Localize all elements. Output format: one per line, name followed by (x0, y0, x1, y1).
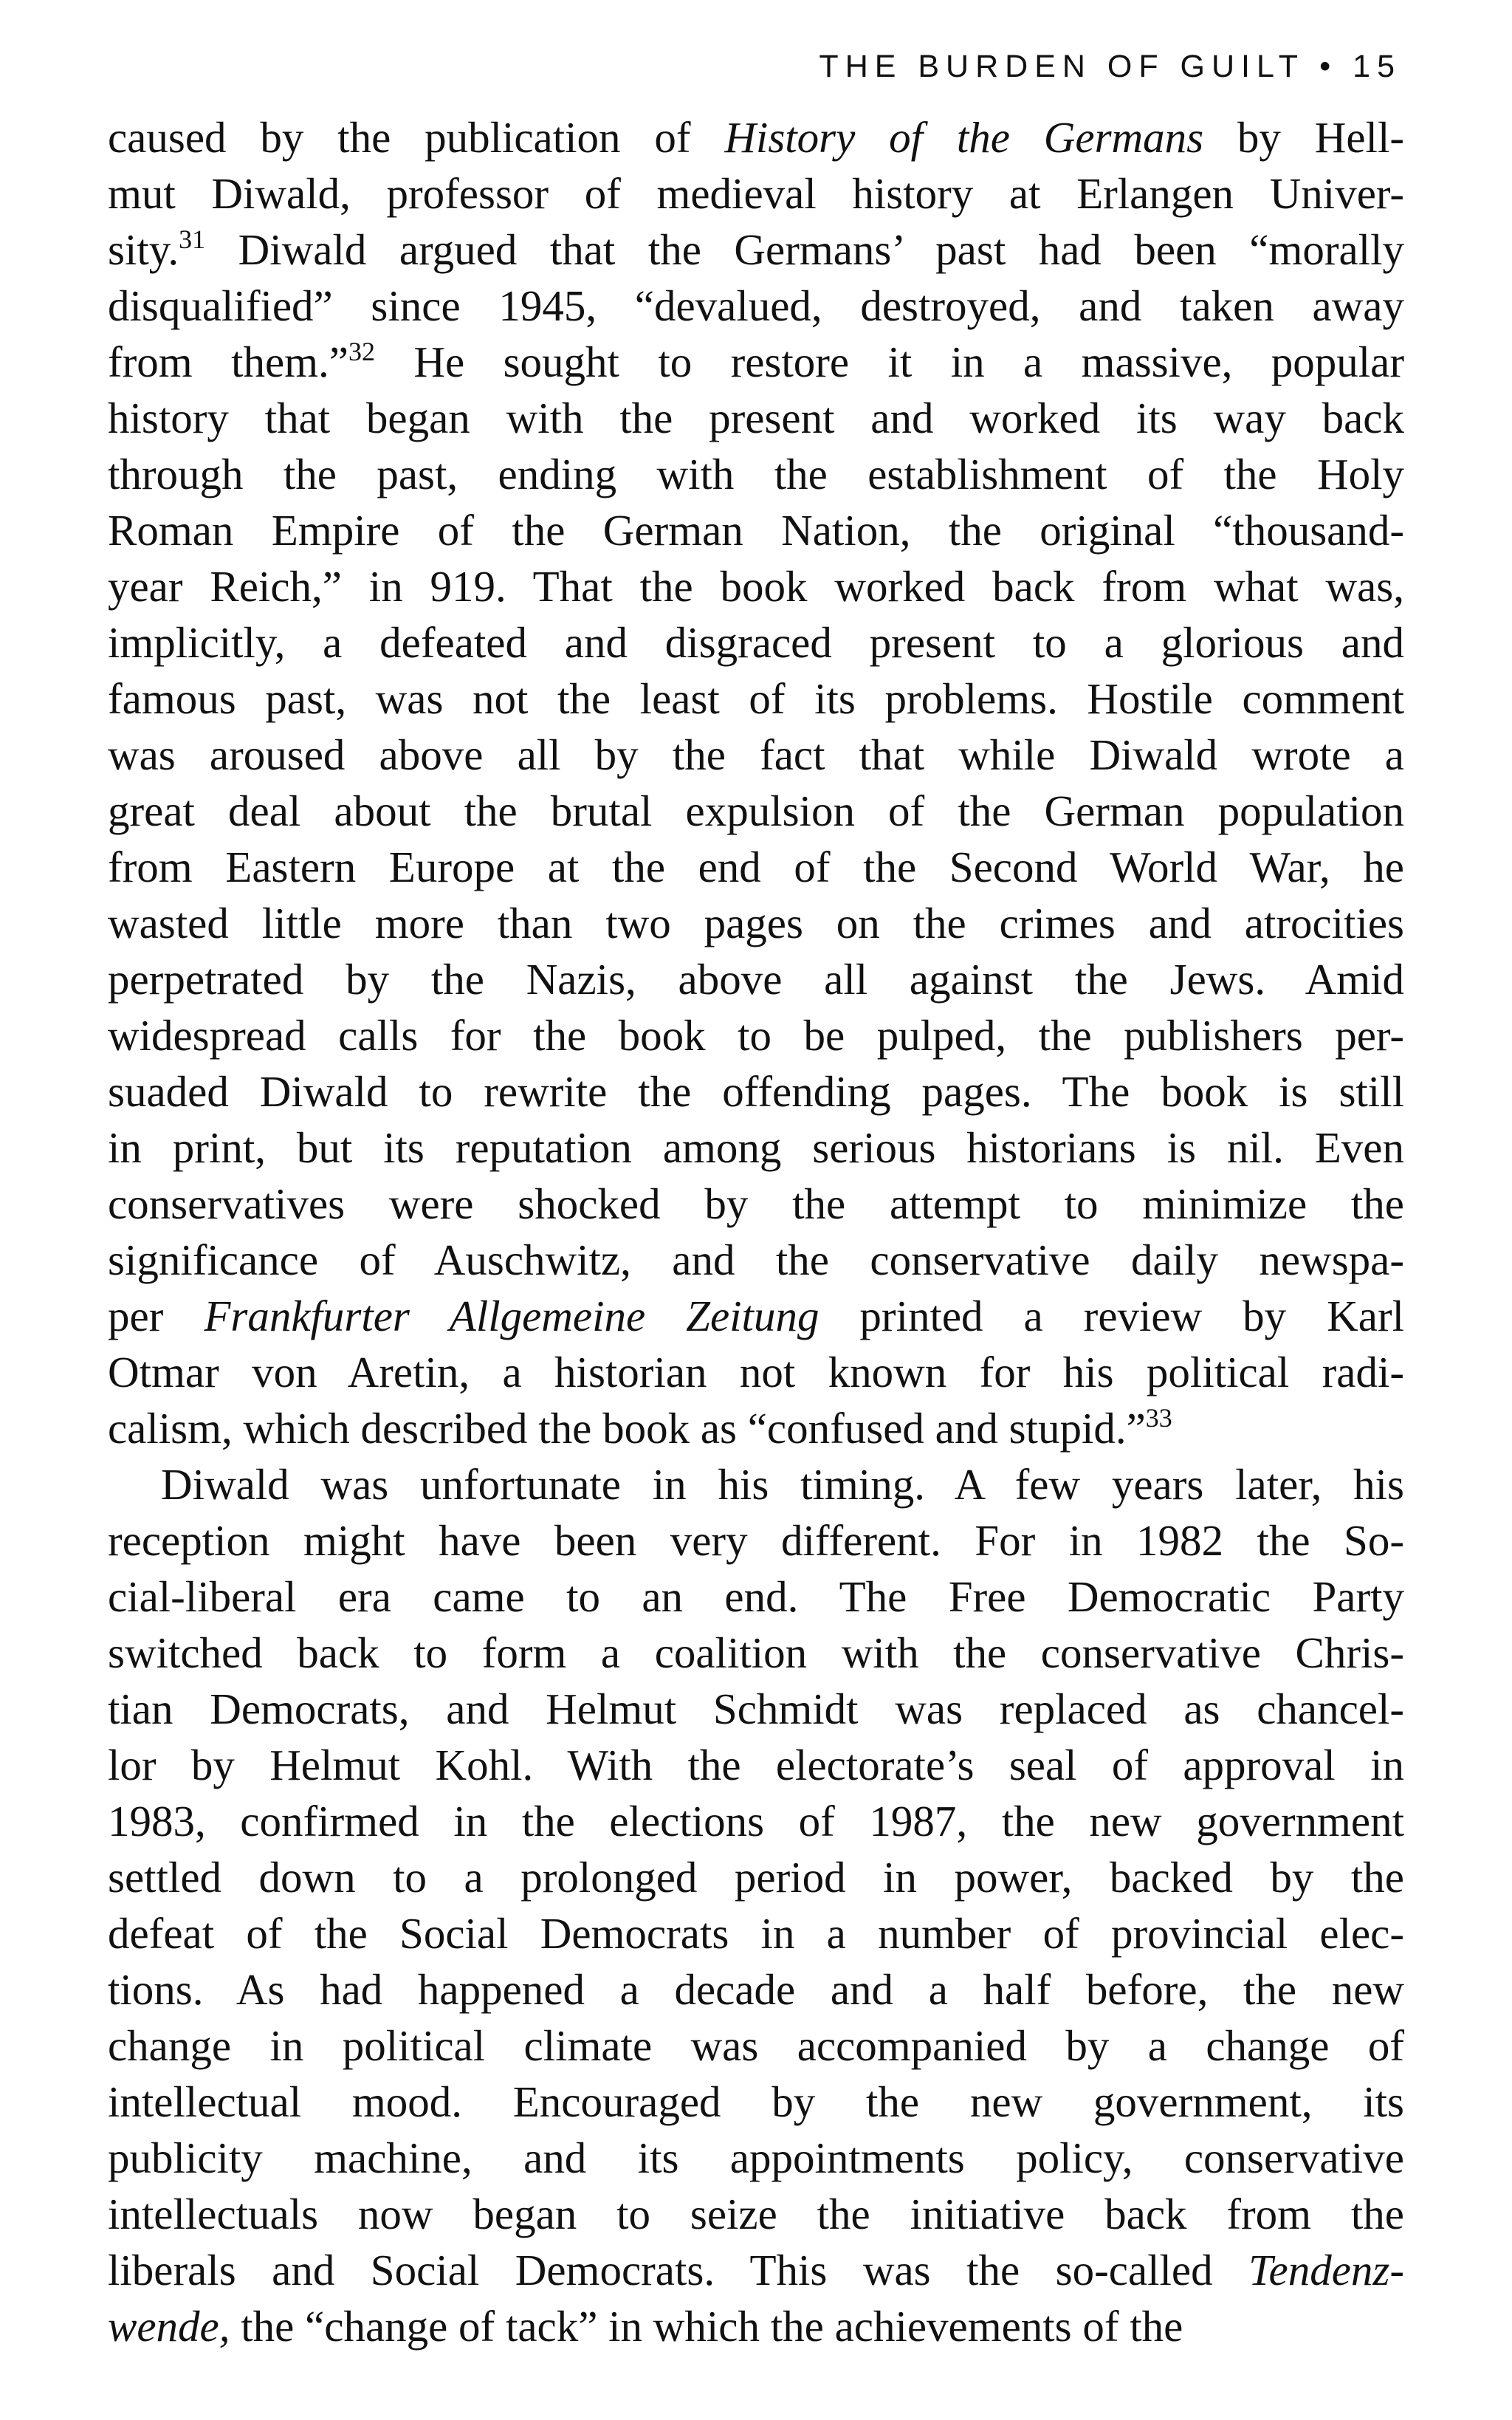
paragraph (108, 109, 1404, 1456)
text-line (108, 1400, 1404, 1456)
text-run: He sought to restore it in a massive, popular (375, 337, 1404, 386)
text-line (108, 1849, 1404, 1905)
italic-text: History of the Germans (724, 113, 1204, 162)
text-line (108, 2242, 1404, 2298)
text-run: suaded Diwald to rewrite the offending pages. The book is still (108, 1067, 1404, 1116)
text-run: through the past, ending with the establishment of the Holy (108, 450, 1404, 498)
text-run: 1983, confirmed in the elections of 1987, the new government (108, 1797, 1404, 1845)
text-run: from them.” (108, 337, 348, 386)
text-run: liberals and Social Democrats. This was the so-called (108, 2246, 1249, 2294)
text-line (108, 1344, 1404, 1400)
text-run: tian Democrats, and Helmut Schmidt was replaced as chancel- (108, 1684, 1404, 1733)
text-run: history that began with the present and worked its way back (108, 394, 1404, 442)
text-run: the “change of tack” in which the achievements of the (230, 2302, 1183, 2351)
text-line (108, 1793, 1404, 1849)
text-line (108, 558, 1404, 614)
text-run: conservatives were shocked by the attempt to minimize the (108, 1179, 1404, 1228)
text-line (108, 1681, 1404, 1737)
text-run: settled down to a prolonged period in power, backed by the (108, 1853, 1404, 1902)
text-line (108, 1512, 1404, 1569)
paragraph (108, 1456, 1404, 2354)
text-run: was aroused above all by the fact that while Diwald wrote a (108, 730, 1404, 779)
text-line (108, 2074, 1404, 2130)
text-line (108, 1905, 1404, 1961)
text-run: year Reich,” in 919. That the book worked back from what was, (108, 562, 1404, 611)
footnote-ref: 31 (179, 224, 206, 254)
text-run: switched back to form a coalition with the conservative Chris- (108, 1628, 1404, 1677)
text-run: defeat of the Social Democrats in a number of provincial elec- (108, 1909, 1404, 1958)
text-run: implicitly, a defeated and disgraced present to a glorious and (108, 618, 1404, 667)
text-run: Roman Empire of the German Nation, the original “thousand- (108, 506, 1404, 555)
text-line (108, 951, 1404, 1007)
text-line (108, 1961, 1404, 2018)
text-line (108, 165, 1404, 222)
text-line (108, 2018, 1404, 2074)
text-run: cial-liberal era came to an end. The Free Democratic Party (108, 1572, 1404, 1621)
text-run: change in political climate was accompanied by a change of (108, 2021, 1404, 2070)
text-run: calism, which described the book as “confused and stupid.” (108, 1404, 1146, 1453)
text-line (108, 614, 1404, 671)
text-line (108, 1625, 1404, 1681)
body-text (108, 109, 1404, 2354)
text-line (108, 278, 1404, 334)
text-line (108, 671, 1404, 727)
text-line (108, 727, 1404, 783)
text-run: Otmar von Aretin, a historian not known for his political radi- (108, 1348, 1404, 1396)
text-line (108, 1737, 1404, 1793)
text-run: widespread calls for the book to be pulped, the publishers per- (108, 1011, 1404, 1060)
italic-text: Frankfurter Allgemeine Zeitung (204, 1292, 819, 1340)
text-line (108, 783, 1404, 839)
text-run: from Eastern Europe at the end of the Second World War, he (108, 843, 1404, 891)
text-run: per (108, 1292, 205, 1340)
text-line (108, 895, 1404, 951)
text-line (108, 390, 1404, 446)
text-line (108, 109, 1404, 165)
text-run: intellectual mood. Encouraged by the new government, its (108, 2077, 1404, 2126)
text-line (108, 839, 1404, 895)
text-line (108, 1120, 1404, 1176)
text-run: Diwald argued that the Germans’ past had been “morally (205, 225, 1404, 274)
text-run: sity. (108, 225, 179, 274)
text-run: disqualified” since 1945, “devalued, destroyed, and taken away (108, 281, 1404, 330)
text-run: significance of Auschwitz, and the conservative daily newspa- (108, 1235, 1404, 1284)
text-run: publicity machine, and its appointments policy, conservative (108, 2133, 1404, 2182)
text-run: intellectuals now began to seize the initiative back from the (108, 2190, 1404, 2238)
text-run: Diwald was unfortunate in his timing. A few years later, his (161, 1460, 1404, 1509)
text-run: great deal about the brutal expulsion of the German population (108, 786, 1404, 835)
footnote-ref: 33 (1145, 1403, 1172, 1433)
italic-text: wende, (108, 2302, 230, 2351)
footnote-ref: 32 (348, 337, 375, 366)
text-run: wasted little more than two pages on the crimes and atrocities (108, 899, 1404, 947)
text-run: in print, but its reputation among serious historians is nil. Even (108, 1123, 1404, 1172)
text-run: famous past, was not the least of its problems. Hostile comment (108, 674, 1404, 723)
text-line (108, 1288, 1404, 1344)
text-line (108, 1456, 1404, 1512)
text-run: lor by Helmut Kohl. With the electorate’s seal of approval in (108, 1741, 1404, 1789)
text-line (108, 1063, 1404, 1120)
text-line (108, 446, 1404, 502)
text-line (108, 222, 1404, 278)
text-line (108, 1007, 1404, 1063)
text-run: mut Diwald, professor of medieval history at Erlangen Univer- (108, 169, 1404, 218)
text-line (108, 2298, 1404, 2354)
text-line (108, 2130, 1404, 2186)
text-run: by Hell- (1203, 113, 1404, 162)
text-line (108, 502, 1404, 558)
text-run: perpetrated by the Nazis, above all against the Jews. Amid (108, 955, 1404, 1004)
italic-text: Tendenz- (1248, 2246, 1404, 2294)
text-line (108, 334, 1404, 390)
text-run: tions. As had happened a decade and a half before, the new (108, 1965, 1404, 2014)
text-run: printed a review by Karl (819, 1292, 1404, 1340)
text-line (108, 1569, 1404, 1625)
text-line (108, 2186, 1404, 2242)
text-run: caused by the publication of (108, 113, 725, 162)
text-line (108, 1232, 1404, 1288)
text-run: reception might have been very different. For in 1982 the So- (108, 1516, 1404, 1565)
running-head: THE BURDEN OF GUILT • 15 (819, 49, 1401, 84)
text-line (108, 1176, 1404, 1232)
